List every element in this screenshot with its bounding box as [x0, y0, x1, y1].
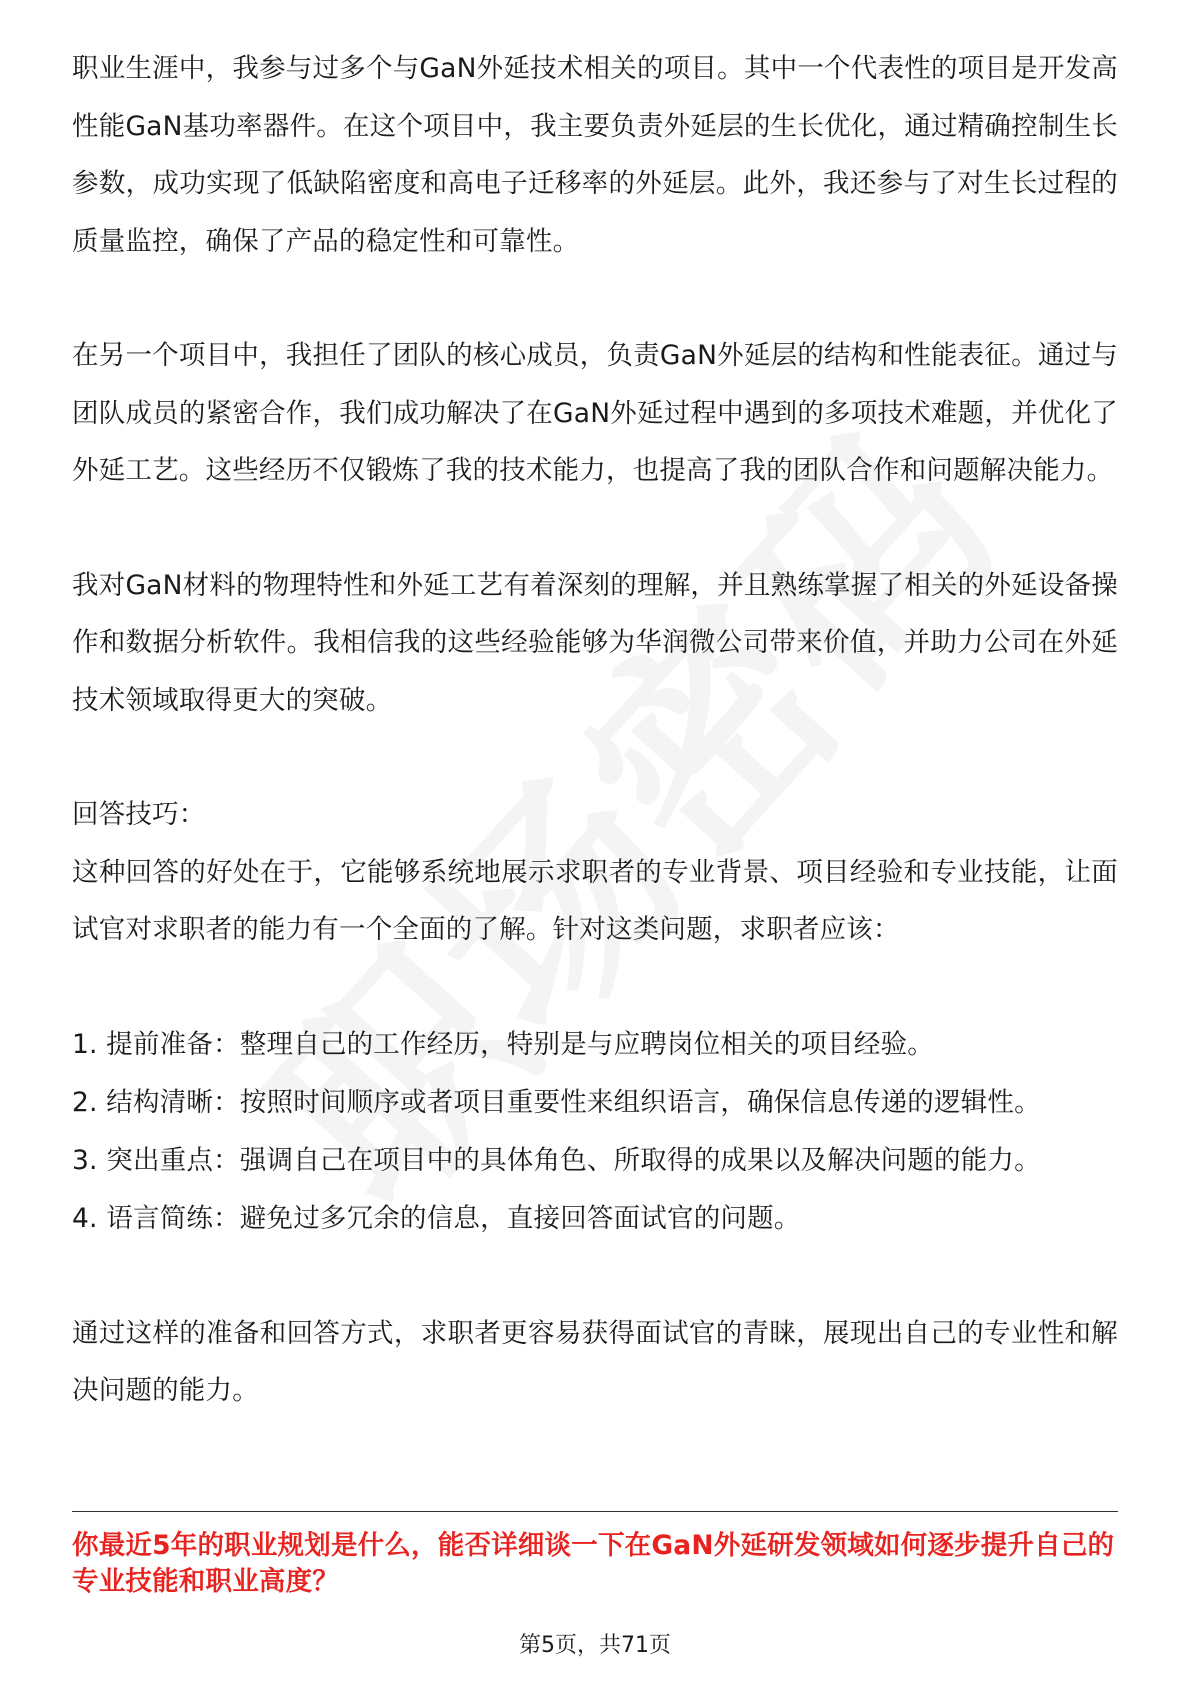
document-body: [72, 40, 1118, 1420]
page-number: 第5页，共71页: [519, 1633, 671, 1658]
tips-list: [72, 1016, 1118, 1248]
paragraph-skills-summary: 我对GaN材料的物理特性和外延工艺有着深刻的理解，并且熟练掌握了相关的外延设备操作和数据分析软件。我相信我的这些经验能够为华润微公司带来价值，并助力公司在外延技术领域取得更大的突破。: [72, 569, 1118, 716]
section-divider: [72, 1511, 1118, 1512]
list-item: 2. 结构清晰：按照时间顺序或者项目重要性来组织语言，确保信息传递的逻辑性。: [72, 1086, 1041, 1118]
tips-heading: 回答技巧：: [72, 799, 206, 830]
paragraph-project-experience: 职业生涯中，我参与过多个与GaN外延技术相关的项目。其中一个代表性的项目是开发高性能GaN基功率器件。在这个项目中，我主要负责外延层的生长优化，通过精确控制生长参数，成功实现了低缺陷密度和高电子迁移率的外延层。此外，我还参与了对生长过程的质量监控，确保了产品的稳定性和可靠性。: [72, 53, 1118, 257]
list-item: 1. 提前准备：整理自己的工作经历，特别是与应聘岗位相关的项目经验。: [72, 1028, 935, 1060]
paragraph-team-experience: 在另一个项目中，我担任了团队的核心成员，负责GaN外延层的结构和性能表征。通过与团队成员的紧密合作，我们成功解决了在GaN外延过程中遇到的多项技术难题，并优化了外延工艺。这些经历不仅锻炼了我的技术能力，也提高了我的团队合作和问题解决能力。: [72, 340, 1118, 486]
list-item: 4. 语言简练：避免过多冗余的信息，直接回答面试官的问题。: [72, 1202, 801, 1234]
tips-conclusion: 通过这样的准备和回答方式，求职者更容易获得面试官的青睐，展现出自己的专业性和解决问题的能力。: [72, 1317, 1118, 1406]
next-question-heading: 你最近5年的职业规划是什么，能否详细谈一下在GaN外延研发领域如何逐步提升自己的专业技能和职业高度？: [72, 1530, 1115, 1597]
list-item: 3. 突出重点：强调自己在项目中的具体角色、所取得的成果以及解决问题的能力。: [72, 1144, 1041, 1176]
tips-intro: 这种回答的好处在于，它能够系统地展示求职者的专业背景、项目经验和专业技能，让面试官对求职者的能力有一个全面的了解。针对这类问题，求职者应该：: [72, 856, 1118, 945]
